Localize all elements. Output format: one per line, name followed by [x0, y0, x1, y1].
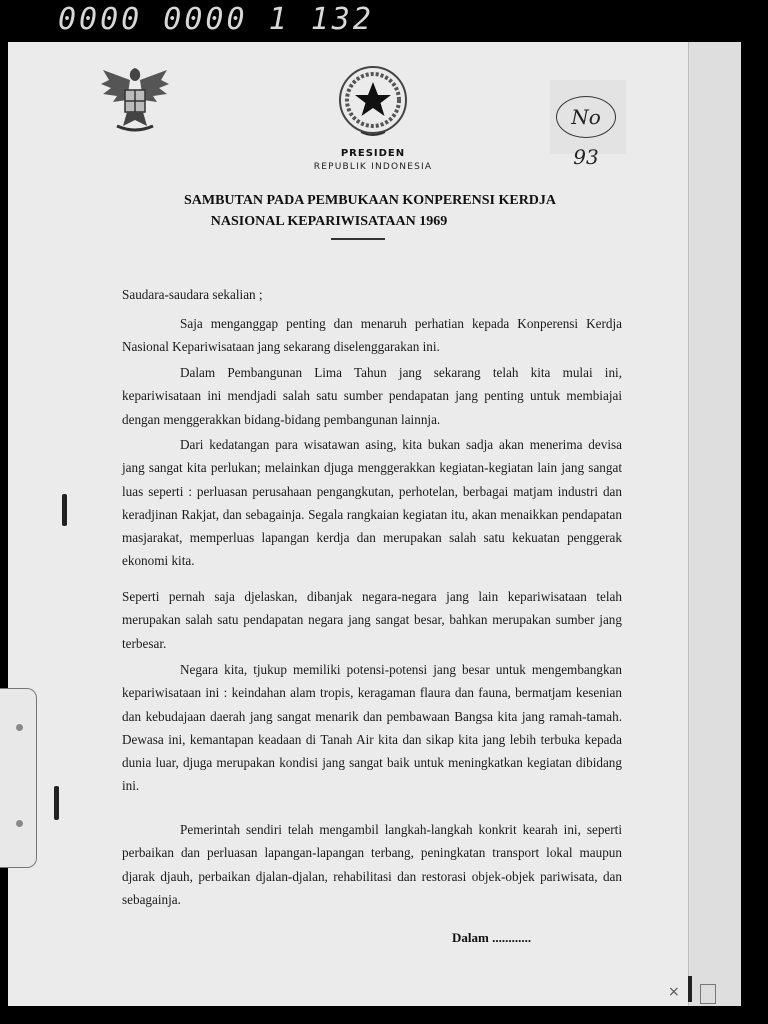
- letterhead-country: REPUBLIK INDONESIA: [313, 162, 433, 172]
- binder-hole: [16, 820, 23, 827]
- presidential-star-emblem-icon: [333, 62, 413, 142]
- film-frame-mark: [688, 976, 692, 1002]
- document-number: No 93: [556, 96, 616, 138]
- title-line: NASIONAL KEPARIWISATAAN 1969: [210, 214, 448, 229]
- staple-mark: [62, 494, 67, 526]
- paragraph: Dari kedatangan para wisatawan asing, kita bukan sadja akan menerima devisa jang sangat kita perlukan; melainkan djuga menggerakkan kegiatan-kegiatan lain jang sangat luas seperti : perluasan perusahaan pengangkutan, perhotelan, berbagai matjam industri dan keradjinan Rakjat, dan sebagainja. Segala rangkaian kegiatan itu, akan menaikkan pendapatan masjarakat, memperluas lapangan kerdja dan merupakan salah satu kekuatan penggerak ekonomi kita.: [122, 437, 622, 569]
- frame-box-icon: [700, 984, 716, 1004]
- paragraph: Saja menganggap penting dan menaruh perhatian kepada Konperensi Kerdja Nasional Kepariwisataan jang sekarang diselenggarakan ini.: [122, 316, 622, 355]
- salutation: Saudara-saudara sekalian ;: [122, 287, 263, 302]
- title-divider: [331, 238, 385, 240]
- title-line: SAMBUTAN PADA PEMBUKAAN KONPERENSI KERDJA: [183, 193, 557, 208]
- microfilm-frame-number: 0000 0000 1 132: [58, 2, 374, 37]
- paragraph: Seperti pernah saja djelaskan, dibanjak negara-negara jang lain kepariwisataan telah merupakan salah satu pendapatan negara jang sangat besar, bahkan merupakan sumber jang terbesar.: [122, 589, 622, 651]
- document-title: [120, 190, 620, 232]
- staple-mark: [54, 786, 59, 820]
- document-number-stamp: [550, 80, 626, 169]
- close-mark-icon: ×: [668, 984, 680, 1000]
- paragraph: Negara kita, tjukup memiliki potensi-potensi jang besar untuk mengembangkan kepariwisataan ini : keindahan alam tropis, keragaman flaura dan fauna, bermatjam kesenian dan kebudajaan daerah jang sangat menarik dan pembawaan Bangsa kita jang ramah-tamah. Dewasa ini, kemantapan keadaan di Tanah Air kita dan sikap kita jang lebih terbuka kepada dunia luar, djuga merupakan kondisi jang sangat baik untuk meningkatkan kegiatan dibidang ini.: [122, 662, 622, 794]
- page-continuation: Dalam ............: [452, 930, 532, 945]
- paragraph: Pemerintah sendiri telah mengambil langkah-langkah konkrit kearah ini, seperti perbaikan dan perluasan lapangan-lapangan terbang, peningkatan transport lokal maupun djarak djauh, perbaikan djalan-djalan, rehabilitasi dan restorasi objek-objek pariwisata, dan sebagainja.: [122, 822, 622, 907]
- page-edge: [688, 42, 741, 1006]
- garuda-emblem-icon: [95, 60, 175, 140]
- binder-tab: [0, 688, 37, 868]
- binder-hole: [16, 724, 23, 731]
- letterhead-office: PRESIDEN: [340, 148, 406, 159]
- paragraph: Dalam Pembangunan Lima Tahun jang sekarang telah kita mulai ini, kepariwisataan ini mendjadi salah satu sumber pendapatan jang penting untuk membiajai dengan menggerakkan bidang-bidang pembangunan lainnja.: [122, 365, 622, 427]
